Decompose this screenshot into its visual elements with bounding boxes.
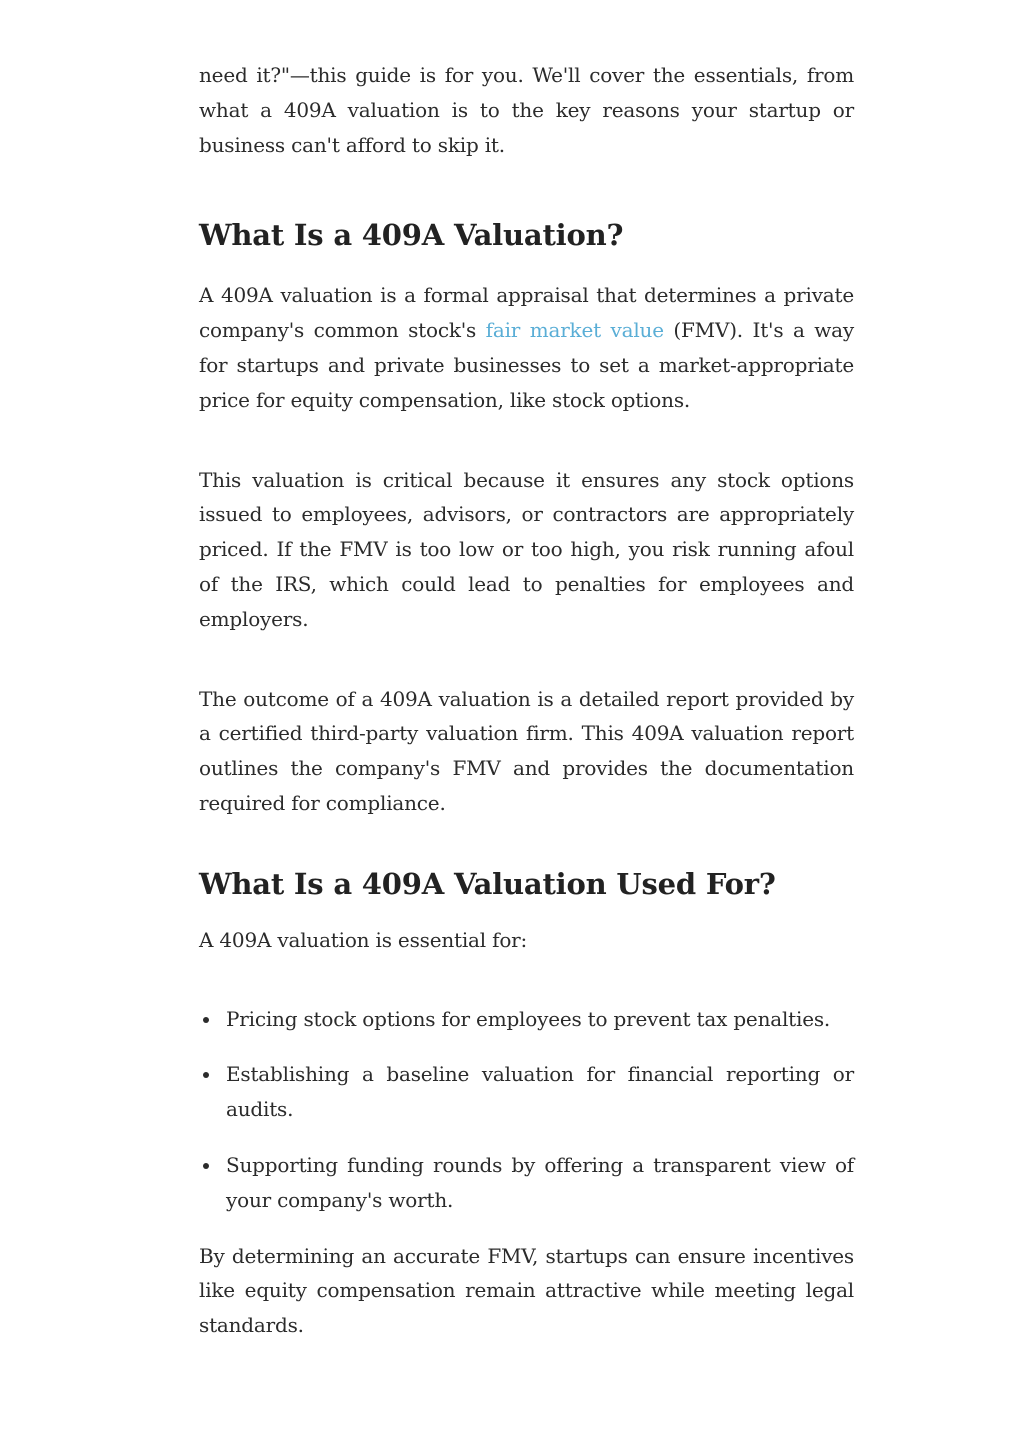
bullet-dot-icon bbox=[203, 1163, 209, 1169]
section-heading-used-for: What Is a 409A Valuation Used For? bbox=[199, 866, 776, 901]
definition-paragraph bbox=[199, 278, 854, 417]
uses-list bbox=[199, 1002, 854, 1218]
uses-lead-paragraph: A 409A valuation is essential for: bbox=[199, 927, 528, 952]
closing-paragraph: By determining an accurate FMV, startups can ensure incentives like equity compensation remain attractive while meeting legal standards. bbox=[199, 1243, 854, 1338]
importance-paragraph: This valuation is critical because it ensures any stock options issued to employees, advisors, or contractors are appropriately priced. If the FMV is too low or too high, you risk running afoul of the IRS, which could lead to penalties for employees and employers. bbox=[199, 467, 854, 631]
list-item bbox=[226, 1148, 854, 1218]
bullet-dot-icon bbox=[203, 1017, 209, 1023]
list-item bbox=[226, 1057, 854, 1127]
list-item-text: Pricing stock options for employees to prevent tax penalties. bbox=[226, 1006, 831, 1031]
section-heading-what-is-409a: What Is a 409A Valuation? bbox=[199, 218, 624, 253]
list-item-text: Establishing a baseline valuation for financial reporting or audits. bbox=[226, 1062, 854, 1122]
fair-market-value-link[interactable]: fair market value bbox=[485, 318, 664, 343]
bullet-dot-icon bbox=[203, 1072, 209, 1078]
article-body bbox=[199, 58, 854, 1343]
definition-text-before-link: A 409A valuation is a formal appraisal that determines a private company's common stock's bbox=[199, 283, 854, 343]
outcome-paragraph: The outcome of a 409A valuation is a detailed report provided by a certified third-party valuation firm. This 409A valuation report outlines the company's FMV and provides the documentation required for compliance. bbox=[199, 686, 854, 815]
definition-text-after-link: (FMV). It's a way for startups and private businesses to set a market-appropriate price for equity compensation, like stock options. bbox=[199, 318, 854, 412]
intro-paragraph: need it?"—this guide is for you. We'll cover the essentials, from what a 409A valuation is to the key reasons your startup or business can't afford to skip it. bbox=[199, 63, 854, 157]
list-item-text: Supporting funding rounds by offering a transparent view of your company's worth. bbox=[226, 1152, 854, 1212]
list-item bbox=[226, 1002, 854, 1037]
